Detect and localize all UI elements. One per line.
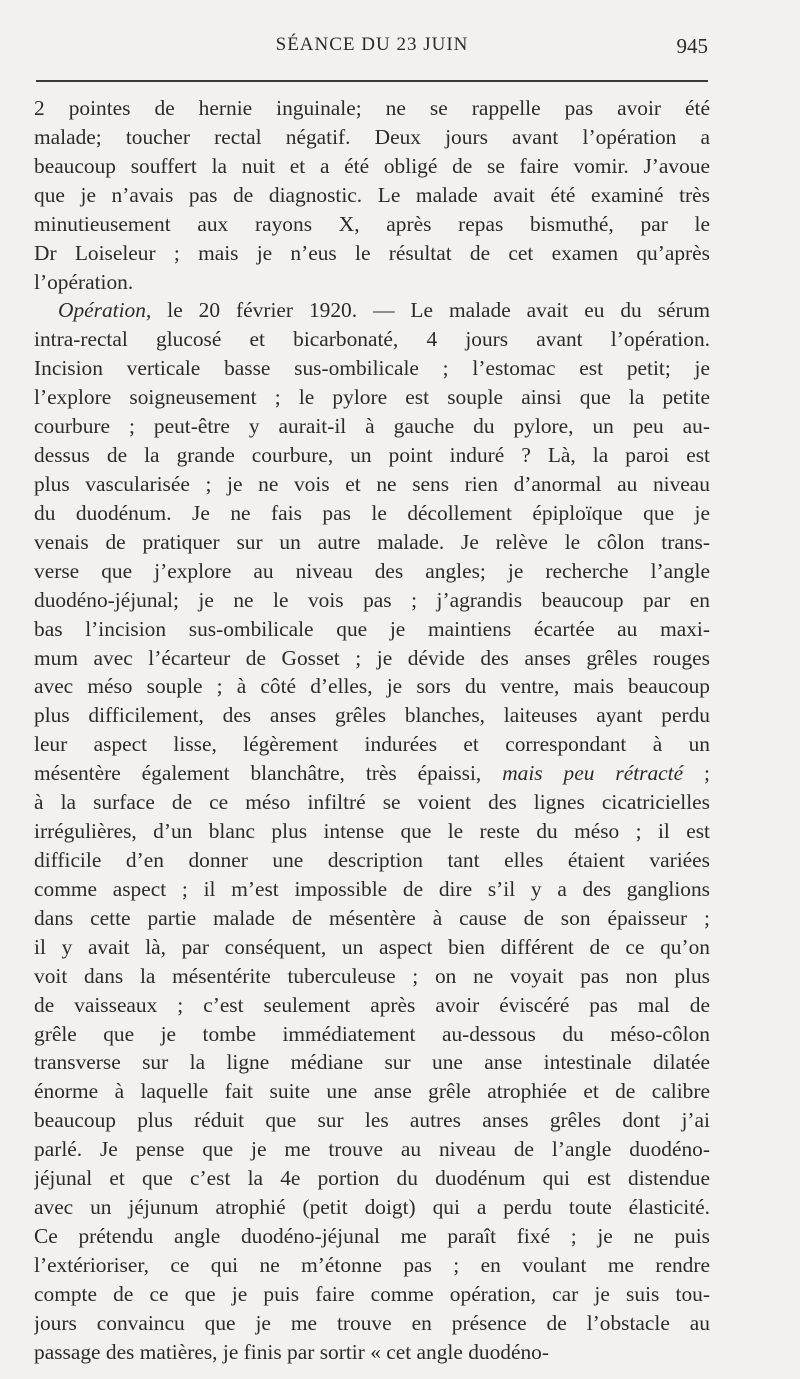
- text-line: jours convaincu que je me trouve en présence de l’obstacle au: [34, 1310, 710, 1335]
- text-line: jéjunal et que c’est la 4e portion du duodénum qui est distendue: [34, 1166, 710, 1191]
- text-line: passage des matières, je finis par sortir « cet angle duodéno-: [34, 1339, 549, 1364]
- text-line: énorme à laquelle fait suite une anse grêle atrophiée et de calibre: [34, 1079, 710, 1104]
- text-line: bas l’incision sus-ombilicale que je maintiens écartée au maxi-: [34, 616, 710, 641]
- text-line: parlé. Je pense que je me trouve au niveau de l’angle duodéno-: [34, 1137, 710, 1162]
- text-line: leur aspect lisse, légèrement indurées et correspondant à un: [34, 732, 710, 757]
- text-line: à la surface de ce méso infiltré se voient des lignes cicatricielles: [34, 790, 710, 815]
- header-rule: [36, 80, 708, 82]
- text-line: Opération, le 20 février 1920. — Le malade avait eu du sérum: [58, 298, 710, 323]
- text-line: transverse sur la ligne médiane sur une anse intestinale dilatée: [34, 1050, 710, 1075]
- text-line: dessus de la grande courbure, un point induré ? Là, la paroi est: [34, 443, 710, 468]
- text-line: l’extérioriser, ce qui ne m’étonne pas ; en voulant me rendre: [34, 1252, 710, 1277]
- text-line: de vaisseaux ; c’est seulement après avoir éviscéré pas mal de: [34, 992, 710, 1017]
- text-line: dans cette partie malade de mésentère à cause de son épaisseur ;: [34, 905, 710, 930]
- text-line: 2 pointes de hernie inguinale; ne se rappelle pas avoir été: [34, 96, 710, 120]
- text-line: plus vascularisée ; je ne vois et ne sens rien d’anormal au niveau: [34, 471, 710, 496]
- text-line: plus difficilement, des anses grêles blanches, laiteuses ayant perdu: [34, 703, 710, 728]
- text-line: avec méso souple ; à côté d’elles, je sors du ventre, mais beaucoup: [34, 674, 710, 699]
- text-line: Incision verticale basse sus-ombilicale ; l’estomac est petit; je: [34, 356, 710, 381]
- text-line: courbure ; peut-être y aurait-il à gauche du pylore, un peu au-: [34, 414, 710, 439]
- text-line: compte de ce que je puis faire comme opération, car je suis tou-: [34, 1281, 710, 1306]
- text-line: verse que j’explore au niveau des angles; je recherche l’angle: [34, 558, 710, 583]
- text-line: voit dans la mésentérite tuberculeuse ; on ne voyait pas non plus: [34, 963, 710, 988]
- text-line: grêle que je tombe immédiatement au-dessous du méso-côlon: [34, 1021, 710, 1046]
- text-line: avec un jéjunum atrophié (petit doigt) qui a perdu toute élasticité.: [34, 1195, 710, 1220]
- text-line: minutieusement aux rayons X, après repas bismuthé, par le: [34, 211, 710, 236]
- header-title: SÉANCE DU 23 JUIN: [275, 34, 469, 55]
- text-line: il y avait là, par conséquent, un aspect bien différent de ce qu’on: [34, 934, 710, 959]
- text-line: Ce prétendu angle duodéno-jéjunal me paraît fixé ; je ne puis: [34, 1223, 710, 1248]
- text-line: duodéno-jéjunal; je ne le vois pas ; j’agrandis beaucoup par en: [34, 587, 710, 612]
- text-line: venais de pratiquer sur un autre malade. Je relève le côlon trans-: [34, 529, 710, 554]
- text-line: l’opération.: [34, 269, 134, 294]
- text-line: difficile d’en donner une description tant elles étaient variées: [34, 847, 710, 872]
- text-line: mum avec l’écarteur de Gosset ; je dévide des anses grêles rouges: [34, 645, 710, 670]
- text-line: intra-rectal glucosé et bicarbonaté, 4 jours avant l’opération.: [34, 327, 710, 352]
- text-line: irrégulières, d’un blanc plus intense que le reste du méso ; il est: [34, 819, 710, 844]
- text-line: que je n’avais pas de diagnostic. Le malade avait été examiné très: [34, 182, 710, 207]
- text-line: du duodénum. Je ne fais pas le décollement épiploïque que je: [34, 500, 710, 525]
- italic-phrase: Opération: [58, 298, 146, 323]
- text-line: beaucoup plus réduit que sur les autres anses grêles dont j’ai: [34, 1108, 710, 1133]
- text-line: Dr Loiseleur ; mais je n’eus le résultat de cet examen qu’après: [34, 240, 710, 265]
- text-line: l’explore soigneusement ; le pylore est souple ainsi que la petite: [34, 385, 710, 410]
- text-line: beaucoup souffert la nuit et a été obligé de se faire vomir. J’avoue: [34, 153, 710, 178]
- body-text: [34, 94, 710, 1367]
- italic-phrase: mais peu rétracté: [502, 761, 684, 786]
- text-line: malade; toucher rectal négatif. Deux jours avant l’opération a: [34, 124, 710, 149]
- running-header: [36, 34, 708, 64]
- text-line: comme aspect ; il m’est impossible de dire s’il y a des ganglions: [34, 876, 710, 901]
- page-number: 945: [676, 34, 708, 58]
- text-line: mésentère également blanchâtre, très épaissi, mais peu rétracté ;: [34, 761, 710, 786]
